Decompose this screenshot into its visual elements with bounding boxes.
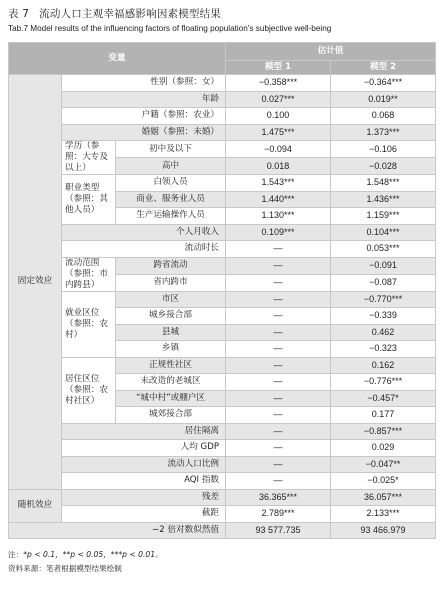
note-prefix: 注： [8, 550, 24, 559]
cell-emp-county-m1: — [226, 324, 331, 341]
row-label-res-old: 未改造的老城区 [116, 374, 226, 391]
group-fixed-effects: 固定效应 [9, 75, 62, 490]
cell-age-m2: 0.019** [331, 91, 436, 108]
row-label-loglik: −2 倍对数似然值 [9, 522, 226, 539]
row-label-edu-high: 高中 [116, 158, 226, 175]
table-row [9, 522, 436, 539]
cell-duration-m2: 0.053*** [331, 241, 436, 258]
cell-occ-white-m2: 1.548*** [331, 175, 436, 192]
cell-float-ratio-m1: — [226, 456, 331, 473]
row-label-intercept: 截距 [62, 506, 226, 523]
group-education: 学历（参照：大专及以上） [62, 141, 116, 175]
cell-intercept-m2: 2.133*** [331, 506, 436, 523]
cell-segregation-m2: −0.857*** [331, 423, 436, 440]
cell-duration-m1: — [226, 241, 331, 258]
cell-occ-prod-m1: 1.130*** [226, 208, 331, 225]
cell-res-formal-m2: 0.162 [331, 357, 436, 374]
header-row-1 [9, 43, 436, 61]
cell-gender-m2: −0.364*** [331, 75, 436, 92]
group-random-effects: 随机效应 [9, 489, 62, 522]
table-row [9, 473, 436, 490]
cell-mob-prov-m1: — [226, 257, 331, 274]
table-row [9, 357, 436, 374]
row-label-residual: 残差 [62, 489, 226, 506]
row-label-occ-prod: 生产运输操作人员 [116, 208, 226, 225]
cell-emp-town-m2: −0.323 [331, 341, 436, 358]
cell-edu-middle-m2: −0.106 [331, 141, 436, 158]
cell-intercept-m1: 2.789*** [226, 506, 331, 523]
cell-res-formal-m1: — [226, 357, 331, 374]
cell-res-village-m1: — [226, 390, 331, 407]
table-row [9, 175, 436, 192]
cell-emp-county-m2: 0.462 [331, 324, 436, 341]
group-employment-location: 就业区位（参照：农村） [62, 291, 116, 357]
significance-note [8, 549, 163, 560]
row-label-emp-town: 乡镇 [116, 341, 226, 358]
row-label-res-village: “城中村”或棚户区 [116, 390, 226, 407]
table-row [9, 241, 436, 258]
row-label-gender: 性别（参照：女） [62, 75, 226, 92]
cell-age-m1: 0.027*** [226, 91, 331, 108]
cell-emp-city-m2: −0.770*** [331, 291, 436, 308]
cell-hukou-m2: 0.068 [331, 108, 436, 125]
cell-float-ratio-m2: −0.047** [331, 456, 436, 473]
row-label-mob-prov: 跨省流动 [116, 257, 226, 274]
cell-mob-city-m1: — [226, 274, 331, 291]
table-row [9, 440, 436, 457]
row-label-res-suburb: 城郊接合部 [116, 407, 226, 424]
row-label-duration: 流动时长 [62, 241, 226, 258]
row-label-emp-city: 市区 [116, 291, 226, 308]
note-body: *p < 0.1，**p < 0.05，***p < 0.01。 [23, 550, 163, 559]
table-row [9, 91, 436, 108]
row-label-hukou: 户籍（参照：农业） [62, 108, 226, 125]
row-label-res-formal: 正规性社区 [116, 357, 226, 374]
cell-res-old-m1: — [226, 374, 331, 391]
row-label-aqi: AQI 指数 [62, 473, 226, 490]
row-label-emp-county: 县城 [116, 324, 226, 341]
cell-gdp-m2: 0.029 [331, 440, 436, 457]
row-label-emp-fringe: 城乡接合部 [116, 308, 226, 325]
cell-aqi-m2: −0.025* [331, 473, 436, 490]
cell-emp-city-m1: — [226, 291, 331, 308]
cell-occ-white-m1: 1.543*** [226, 175, 331, 192]
row-label-edu-middle: 初中及以下 [116, 141, 226, 158]
cell-occ-prod-m2: 1.159*** [331, 208, 436, 225]
row-label-age: 年龄 [62, 91, 226, 108]
table-row [9, 124, 436, 141]
cell-hukou-m1: 0.100 [226, 108, 331, 125]
header-model1: 模型 1 [226, 61, 331, 75]
cell-res-village-m2: −0.457* [331, 390, 436, 407]
row-label-occ-service: 商业、服务业人员 [116, 191, 226, 208]
table-row [9, 291, 436, 308]
cell-occ-service-m1: 1.440*** [226, 191, 331, 208]
group-occupation: 职业类型（参照：其他人员） [62, 175, 116, 225]
cell-emp-fringe-m2: −0.339 [331, 308, 436, 325]
table-row [9, 141, 436, 158]
row-label-income: 个人月收入 [62, 224, 226, 241]
cell-res-suburb-m2: 0.177 [331, 407, 436, 424]
table-caption [8, 6, 221, 21]
table-title: 流动人口主观幸福感影响因素模型结果 [39, 8, 222, 20]
cell-gender-m1: −0.358*** [226, 75, 331, 92]
cell-edu-middle-m1: −0.094 [226, 141, 331, 158]
cell-marriage-m1: 1.475*** [226, 124, 331, 141]
table-caption-english: Tab.7 Model results of the influencing factors of floating population's subjective well-being [8, 24, 332, 33]
row-label-segregation: 居住隔离 [62, 423, 226, 440]
cell-residual-m2: 36.057*** [331, 489, 436, 506]
cell-gdp-m1: — [226, 440, 331, 457]
cell-segregation-m1: — [226, 423, 331, 440]
cell-aqi-m1: — [226, 473, 331, 490]
group-residence-location: 居住区位（参照：农村社区） [62, 357, 116, 423]
row-label-gdp: 人均 GDP [62, 440, 226, 457]
table-row [9, 456, 436, 473]
table-row [9, 108, 436, 125]
cell-marriage-m2: 1.373*** [331, 124, 436, 141]
table-row [9, 489, 436, 506]
group-mobility: 流动范围（参照：市内跨县） [62, 257, 116, 291]
cell-res-suburb-m1: — [226, 407, 331, 424]
table-row [9, 257, 436, 274]
cell-edu-high-m2: −0.028 [331, 158, 436, 175]
row-label-mob-city: 省内跨市 [116, 274, 226, 291]
cell-loglik-m1: 93 577.735 [226, 522, 331, 539]
cell-mob-city-m2: −0.087 [331, 274, 436, 291]
row-label-occ-white: 白领人员 [116, 175, 226, 192]
cell-loglik-m2: 93 466.979 [331, 522, 436, 539]
table-row [9, 75, 436, 92]
table-row [9, 423, 436, 440]
table-number: 表 7 [8, 8, 30, 20]
source-note: 资料来源：笔者根据模型结果绘制 [8, 564, 122, 573]
cell-occ-service-m2: 1.436*** [331, 191, 436, 208]
header-variable: 变量 [9, 43, 226, 75]
cell-mob-prov-m2: −0.091 [331, 257, 436, 274]
cell-emp-fringe-m1: — [226, 308, 331, 325]
row-label-marriage: 婚姻（参照：未婚） [62, 124, 226, 141]
row-label-float-ratio: 流动人口比例 [62, 456, 226, 473]
header-estimate: 估计值 [226, 43, 436, 61]
cell-edu-high-m1: 0.018 [226, 158, 331, 175]
cell-res-old-m2: −0.776*** [331, 374, 436, 391]
cell-residual-m1: 36.365*** [226, 489, 331, 506]
results-table [8, 42, 436, 539]
header-model2: 模型 2 [331, 61, 436, 75]
table-row [9, 224, 436, 241]
cell-emp-town-m1: — [226, 341, 331, 358]
table-row [9, 506, 436, 523]
cell-income-m1: 0.109*** [226, 224, 331, 241]
cell-income-m2: 0.104*** [331, 224, 436, 241]
